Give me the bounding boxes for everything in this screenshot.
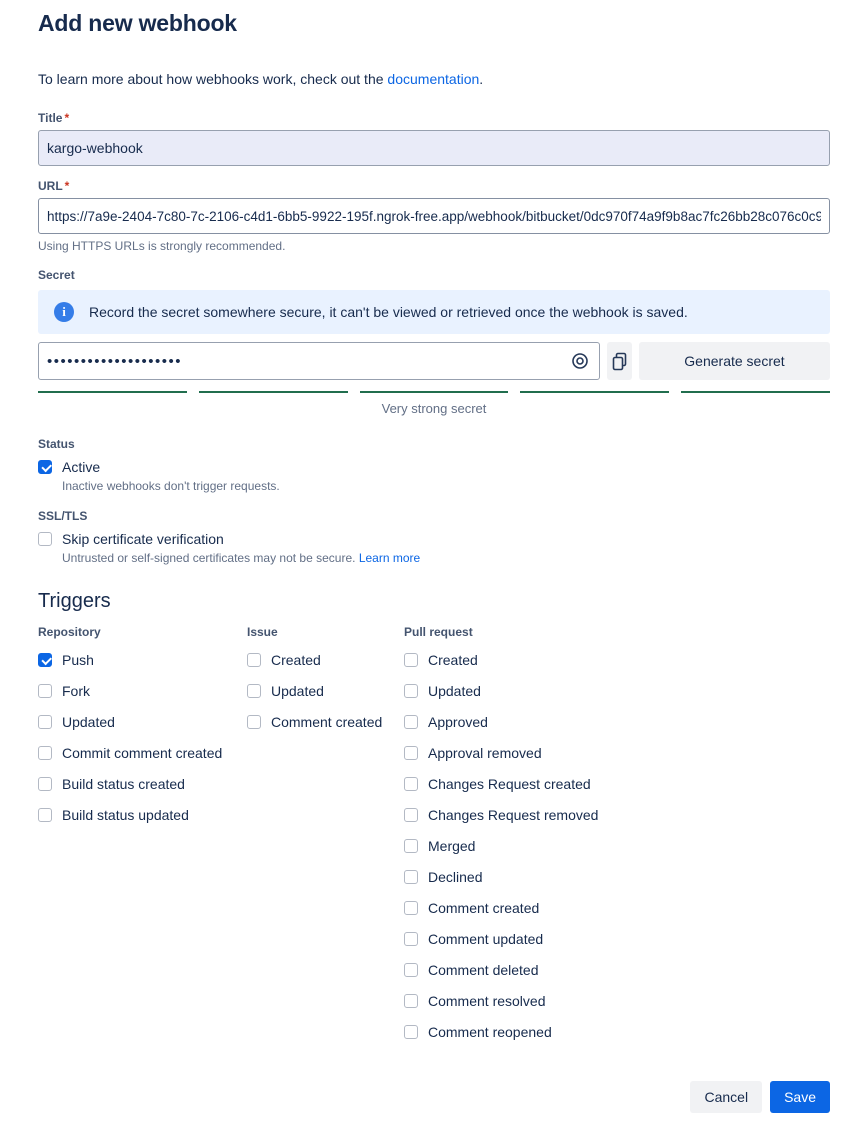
strength-segment [199,391,348,393]
url-label-text: URL [38,179,63,193]
secret-strength-meter [38,391,830,393]
trigger-checkbox-label: Changes Request created [428,776,591,792]
documentation-link[interactable]: documentation [387,71,480,87]
strength-segment [520,391,669,393]
title-label-text: Title [38,111,63,125]
required-asterisk: * [64,111,70,125]
banner-text: Record the secret somewhere secure, it can't be viewed or retrieved once the webhook is saved. [89,304,688,320]
toggle-secret-visibility-button[interactable] [568,349,592,373]
skip-cert-verification-checkbox[interactable] [38,532,52,546]
secret-row [38,342,830,380]
trigger-checkbox-created[interactable] [404,653,418,667]
trigger-row [404,869,830,885]
strength-segment [681,391,830,393]
secret-input[interactable] [38,342,600,380]
strength-segment [360,391,509,393]
trigger-row [38,776,247,792]
trigger-checkbox-label: Comment updated [428,931,544,947]
trigger-row [404,807,830,823]
trigger-checkbox-changes-request-created[interactable] [404,777,418,791]
eye-icon [571,352,589,370]
trigger-row [404,714,830,730]
active-checkbox[interactable] [38,460,52,474]
trigger-checkbox-updated[interactable] [38,715,52,729]
intro-prefix: To learn more about how webhooks work, check out the [38,71,388,87]
strength-segment [38,391,187,393]
ssl-row [38,531,830,547]
trigger-row [404,993,830,1009]
secret-label: Secret [38,268,75,282]
trigger-checkbox-label: Build status updated [62,807,189,823]
triggers-heading: Triggers [38,590,111,612]
trigger-checkbox-push[interactable] [38,653,52,667]
trigger-column-header: Pull request [404,625,473,639]
info-icon: i [54,302,74,322]
trigger-checkbox-label: Created [428,652,478,668]
copy-secret-button[interactable] [607,342,632,380]
trigger-checkbox-label: Comment created [428,900,540,916]
triggers-column-pull-request [404,625,830,1055]
intro-suffix: . [479,71,484,87]
trigger-checkbox-label: Created [271,652,321,668]
trigger-checkbox-label: Comment reopened [428,1024,552,1040]
trigger-checkbox-comment-created[interactable] [247,715,261,729]
trigger-row [38,745,247,761]
intro-text [38,71,830,87]
title-label [38,111,830,125]
title-input[interactable] [38,130,830,166]
trigger-checkbox-commit-comment-created[interactable] [38,746,52,760]
trigger-checkbox-build-status-created[interactable] [38,777,52,791]
trigger-row [38,652,247,668]
trigger-checkbox-label: Comment created [271,714,383,730]
trigger-row [404,776,830,792]
page-title: Add new webhook [38,10,237,36]
trigger-checkbox-label: Changes Request removed [428,807,599,823]
trigger-checkbox-updated[interactable] [404,684,418,698]
secret-info-banner [38,290,830,334]
trigger-checkbox-comment-updated[interactable] [404,932,418,946]
trigger-row [404,931,830,947]
trigger-row [38,683,247,699]
trigger-checkbox-merged[interactable] [404,839,418,853]
triggers-grid [38,625,830,1055]
trigger-checkbox-label: Build status created [62,776,185,792]
trigger-checkbox-comment-deleted[interactable] [404,963,418,977]
status-helper-text: Inactive webhooks don't trigger requests. [62,479,280,493]
form-footer [38,1081,830,1113]
learn-more-link[interactable]: Learn more [358,551,421,565]
status-label: Status [38,437,75,451]
ssl-label: SSL/TLS [38,509,88,523]
trigger-row [404,1024,830,1040]
trigger-row [404,838,830,854]
trigger-checkbox-comment-created[interactable] [404,901,418,915]
trigger-row [404,652,830,668]
trigger-column-header: Repository [38,625,101,639]
trigger-checkbox-label: Declined [428,869,483,885]
trigger-checkbox-label: Fork [62,683,90,699]
ssl-helper-prefix: Untrusted or self-signed certificates may not be secure. [62,551,356,565]
url-input[interactable] [38,198,830,234]
triggers-column-repository [38,625,247,1055]
trigger-row [404,745,830,761]
trigger-checkbox-created[interactable] [247,653,261,667]
ssl-helper-text [62,551,830,565]
trigger-row [404,900,830,916]
trigger-checkbox-label: Comment resolved [428,993,546,1009]
active-checkbox-label: Active [62,459,101,475]
trigger-checkbox-label: Merged [428,838,476,854]
save-button[interactable]: Save [770,1081,830,1113]
trigger-checkbox-label: Approval removed [428,745,542,761]
generate-secret-button[interactable]: Generate secret [639,342,830,380]
trigger-row [38,714,247,730]
url-helper-text: Using HTTPS URLs is strongly recommended. [38,239,286,253]
trigger-column-header: Issue [247,625,278,639]
trigger-checkbox-comment-reopened[interactable] [404,1025,418,1039]
url-label [38,179,830,193]
trigger-checkbox-updated[interactable] [247,684,261,698]
trigger-checkbox-label: Comment deleted [428,962,539,978]
secret-strength-text: Very strong secret [381,401,487,416]
trigger-row [404,683,830,699]
trigger-checkbox-label: Updated [62,714,115,730]
required-asterisk: * [64,179,70,193]
trigger-checkbox-declined[interactable] [404,870,418,884]
trigger-checkbox-approval-removed[interactable] [404,746,418,760]
trigger-checkbox-comment-resolved[interactable] [404,994,418,1008]
trigger-checkbox-label: Approved [428,714,488,730]
trigger-row [404,962,830,978]
trigger-checkbox-label: Push [62,652,94,668]
secret-input-wrap [38,342,600,380]
trigger-checkbox-label: Updated [428,683,481,699]
trigger-checkbox-fork[interactable] [38,684,52,698]
trigger-checkbox-label: Commit comment created [62,745,223,761]
trigger-checkbox-label: Updated [271,683,324,699]
triggers-column-issue [247,625,404,1055]
copy-icon [611,352,628,371]
skip-cert-verification-label: Skip certificate verification [62,531,224,547]
trigger-row [247,714,404,730]
trigger-row [38,807,247,823]
status-row [38,459,830,475]
trigger-row [247,652,404,668]
cancel-button[interactable]: Cancel [690,1081,762,1113]
trigger-checkbox-build-status-updated[interactable] [38,808,52,822]
trigger-row [247,683,404,699]
trigger-checkbox-approved[interactable] [404,715,418,729]
trigger-checkbox-changes-request-removed[interactable] [404,808,418,822]
